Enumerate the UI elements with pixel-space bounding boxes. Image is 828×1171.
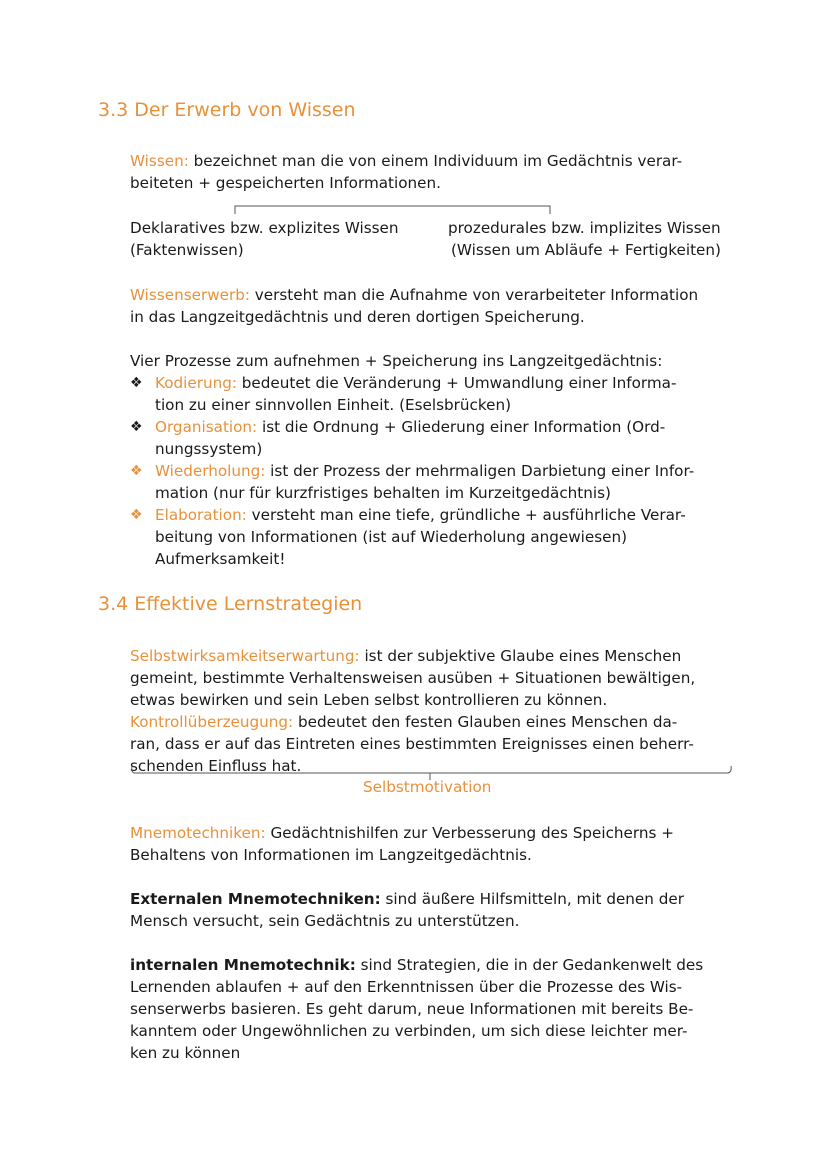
wissenserwerb-definition: Wissenserwerb: versteht man die Aufnahme von verarbeiteter Information in das Langzeitgedächtnis und deren dortigen Speicherung. xyxy=(130,286,699,326)
diamond-bullet-icon: ❖ xyxy=(130,463,143,479)
term-wiederholung: Wiederholung: xyxy=(155,462,266,480)
selbstmotivation-label: Selbstmotivation xyxy=(363,778,492,796)
section-heading-3-3: 3.3 Der Erwerb von Wissen xyxy=(98,99,356,121)
diamond-bullet-icon: ❖ xyxy=(130,419,143,435)
term-mnemotechniken: Mnemotechniken: xyxy=(130,824,266,842)
diamond-bullet-icon: ❖ xyxy=(130,375,143,391)
term-elaboration: Elaboration: xyxy=(155,506,247,524)
term-organisation: Organisation: xyxy=(155,418,258,436)
section-heading-3-4: 3.4 Effektive Lernstrategien xyxy=(98,593,363,615)
declarative-knowledge: Deklaratives bzw. explizites Wissen (Faktenwissen) xyxy=(130,219,399,259)
term-kontrollueberzeugung: Kontrollüberzeugung: xyxy=(130,713,294,731)
processes-intro: Vier Prozesse zum aufnehmen + Speicherung ins Langzeitgedächtnis: xyxy=(130,352,663,370)
procedural-knowledge: prozedurales bzw. implizites Wissen (Wissen um Abläufe + Fertigkeiten) xyxy=(448,219,721,259)
internal-mnemotechnik: internalen Mnemotechnik: sind Strategien, die in der Gedankenwelt des Lernenden ablaufen + auf den Erkenntnissen über die Prozesse des Wis- senserwerbs basieren. Es geht darum, neue Informationen mit bereits Be- kanntem oder Ungewöhnlichen zu verbinden, um sich diese leichter mer- ken zu können xyxy=(130,956,704,1062)
selbstwirksamkeit-definition: Selbstwirksamkeitserwartung: ist der subjektive Glaube eines Menschen gemeint, bestimmte Verhaltensweisen ausüben + Situationen bewältigen, etwas bewirken und sein Leben selbst kontrollieren zu können. Kontrollüberzeugung: bedeutet den festen Glauben eines Menschen da- ran, dass er auf das Eintreten eines bestimmten Ereignisses einen beherr- schenden Einfluss hat. xyxy=(130,647,696,775)
wissen-definition: Wissen: bezeichnet man die von einem Individuum im Gedächtnis verar- beiteten + gespeicherten Informationen. xyxy=(130,152,683,192)
term-wissenserwerb: Wissenserwerb: xyxy=(130,286,250,304)
diamond-bullet-icon: ❖ xyxy=(130,507,143,523)
term-selbstwirksamkeitserwartung: Selbstwirksamkeitserwartung: xyxy=(130,647,360,665)
term-wissen: Wissen: xyxy=(130,152,189,170)
term-externalen: Externalen Mnemotechniken: xyxy=(130,890,381,908)
bracket-connector xyxy=(0,0,828,230)
term-internalen: internalen Mnemotechnik: xyxy=(130,956,356,974)
external-mnemotechniken: Externalen Mnemotechniken: sind äußere Hilfsmitteln, mit denen der Mensch versucht, sein Gedächtnis zu unterstützen. xyxy=(130,890,684,930)
term-kodierung: Kodierung: xyxy=(155,374,237,392)
mnemotechniken-definition: Mnemotechniken: Gedächtnishilfen zur Verbesserung des Speicherns + Behaltens von Informationen im Langzeitgedächtnis. xyxy=(130,824,674,864)
